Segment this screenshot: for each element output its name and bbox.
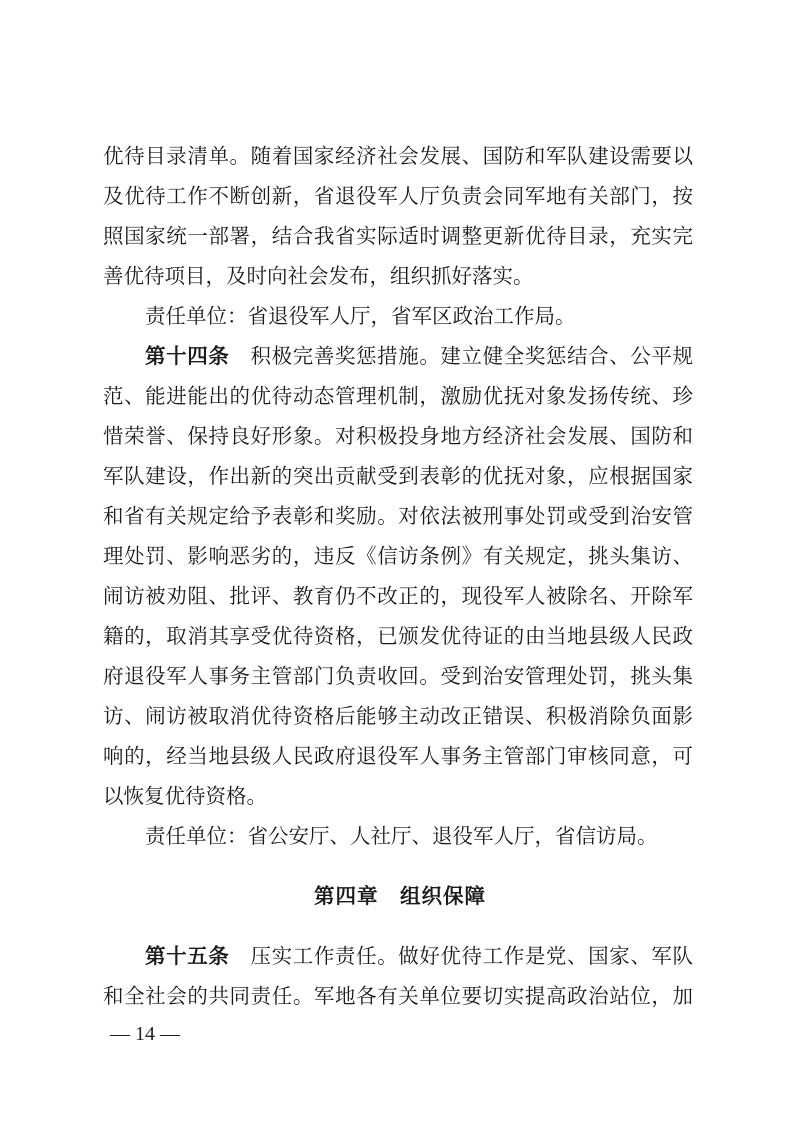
paragraph-line: 范、能进能出的优待动态管理机制，激励优抚对象发扬传统、珍	[103, 384, 693, 408]
paragraph-line: 府退役军人事务主管部门负责收回。受到治安管理处罚，挑头集	[103, 664, 693, 688]
paragraph-line: 响的，经当地县级人民政府退役军人事务主管部门审核同意，可	[103, 744, 693, 768]
paragraph-line: 访、闹访被取消优待资格后能够主动改正错误、积极消除负面影	[103, 704, 693, 728]
article-15-label: 第十五条	[145, 944, 230, 968]
article-14-label: 第十四条	[145, 344, 230, 368]
paragraph-line: 和全社会的共同责任。军地各有关单位要切实提高政治站位，加	[103, 984, 693, 1008]
paragraph-line: 以恢复优待资格。	[103, 784, 267, 808]
article-14-text: 积极完善奖惩措施。建立健全奖惩结合、公平规	[250, 344, 694, 368]
chapter-heading: 第四章 组织保障	[314, 884, 486, 908]
paragraph-line: 优待目录清单。随着国家经济社会发展、国防和军队建设需要以	[103, 144, 693, 168]
page-number: — 14 —	[110, 1023, 180, 1045]
paragraph-line: 理处罚、影响恶劣的，违反《信访条例》有关规定，挑头集访、	[103, 544, 693, 568]
article-15-text: 压实工作责任。做好优待工作是党、国家、军队	[250, 944, 694, 968]
responsibility-line: 责任单位：省公安厅、人社厅、退役军人厅，省信访局。	[145, 824, 658, 848]
paragraph-line: 善优待项目，及时向社会发布，组织抓好落实。	[103, 264, 534, 288]
paragraph-line: 照国家统一部署，结合我省实际适时调整更新优待目录，充实完	[103, 224, 693, 248]
paragraph-line: 和省有关规定给予表彰和奖励。对依法被刑事处罚或受到治安管	[103, 504, 693, 528]
paragraph-line: 闹访被劝阻、批评、教育仍不改正的，现役军人被除名、开除军	[103, 584, 693, 608]
paragraph-line: 及优待工作不断创新，省退役军人厅负责会同军地有关部门，按	[103, 184, 693, 208]
article-15-first-line	[145, 941, 693, 971]
paragraph-line: 惜荣誉、保持良好形象。对积极投身地方经济社会发展、国防和	[103, 424, 693, 448]
responsibility-line: 责任单位：省退役军人厅，省军区政治工作局。	[145, 304, 576, 328]
paragraph-line: 籍的，取消其享受优待资格，已颁发优待证的由当地县级人民政	[103, 624, 693, 648]
article-14-first-line	[145, 341, 693, 371]
paragraph-line: 军队建设，作出新的突出贡献受到表彰的优抚对象，应根据国家	[103, 464, 693, 488]
